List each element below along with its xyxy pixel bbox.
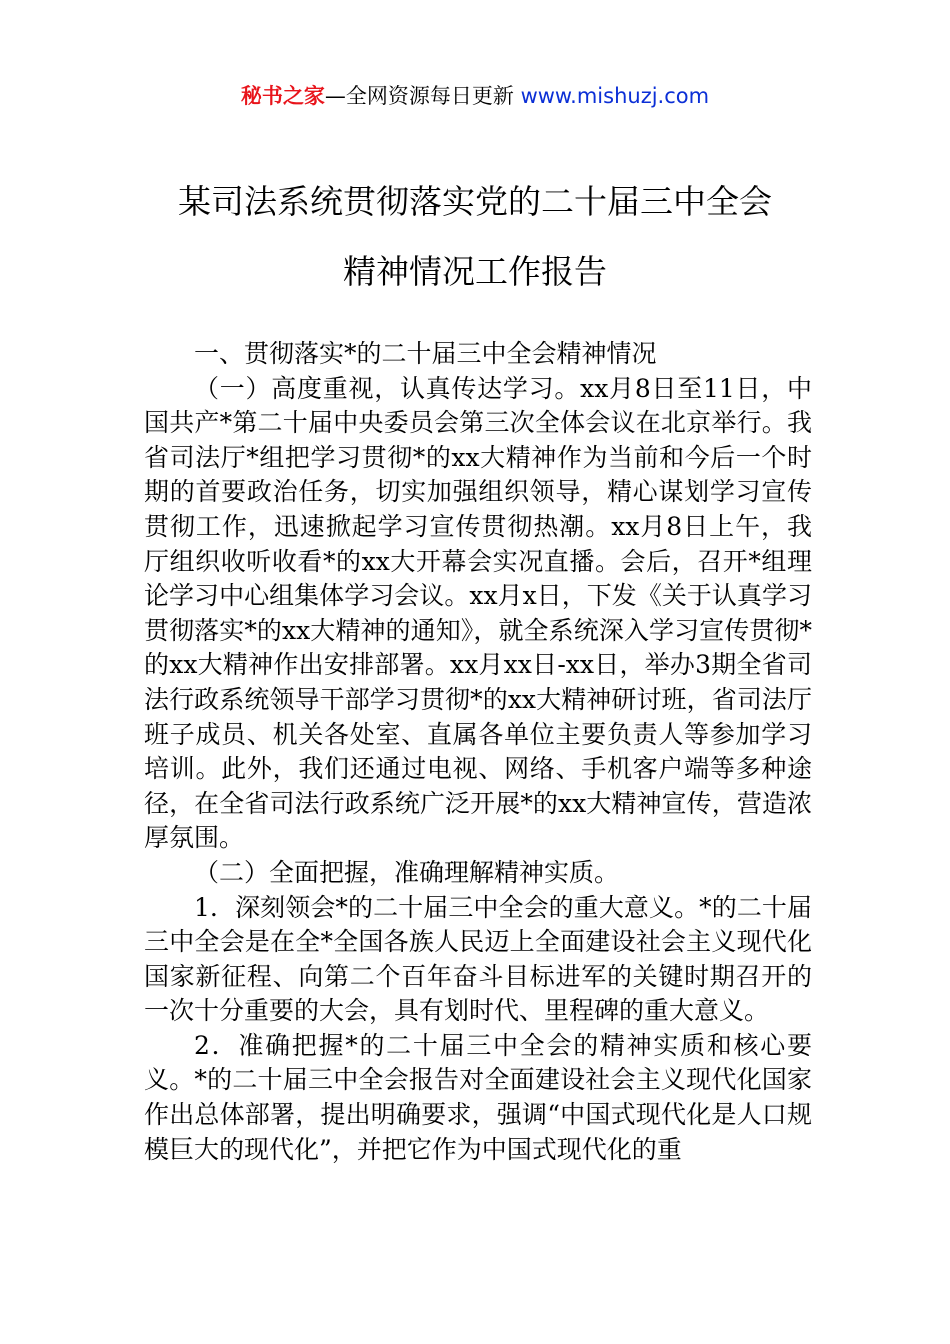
- document-title-line-1: 某司法系统贯彻落实党的二十届三中全会: [178, 182, 772, 221]
- paragraph: 1．深刻领会*的二十届三中全会的重大意义。*的二十届三中全会是在全*全国各族人民迈上全面建设社会主义现代化国家新征程、向第二个百年奋斗目标进军的关键时期召开的一次十分重要的大会，具有划时代、里程碑的重大意义。: [144, 892, 812, 1026]
- document-body: [144, 337, 812, 1167]
- paragraph: 2．准确把握*的二十届三中全会的精神实质和核心要义。*的二十届三中全会报告对全面建设社会主义现代化国家作出总体部署，提出明确要求，强调“中国式现代化是人口规模巨大的现代化”，并把它作为中国式现代化的重: [144, 1030, 812, 1164]
- site-tagline: —全网资源每日更新: [324, 84, 521, 108]
- site-header: [0, 80, 950, 112]
- document-title-line-2: 精神情况工作报告: [343, 252, 607, 291]
- section-heading: 一、贯彻落实*的二十届三中全会精神情况: [194, 339, 657, 368]
- paragraph: （一）高度重视，认真传达学习。xx月8日至11日，中国共产*第二十届中央委员会第三次全体会议在北京举行。我省司法厅*组把学习贯彻*的xx大精神作为当前和今后一个时期的首要政治任务，切实加强组织领导，精心谋划学习宣传贯彻工作，迅速掀起学习宣传贯彻热潮。xx月8日上午，我厅组织收听收看*的xx大开幕会实况直播。会后，召开*组理论学习中心组集体学习会议。xx月x日，下发《关于认真学习贯彻落实*的xx大精神的通知》，就全系统深入学习宣传贯彻*的xx大精神作出安排部署。xx月xx日-xx日，举办3期全省司法行政系统领导干部学习贯彻*的xx大精神研讨班，省司法厅班子成员、机关各处室、直属各单位主要负责人等参加学习培训。此外，我们还通过电视、网络、手机客户端等多种途径，在全省司法行政系统广泛开展*的xx大精神宣传，营造浓厚氛围。: [144, 373, 812, 853]
- paragraph: （二）全面把握，准确理解精神实质。: [194, 857, 620, 887]
- site-url-link[interactable]: www.mishuzj.com: [520, 84, 710, 108]
- site-brand: 秘书之家: [240, 84, 325, 108]
